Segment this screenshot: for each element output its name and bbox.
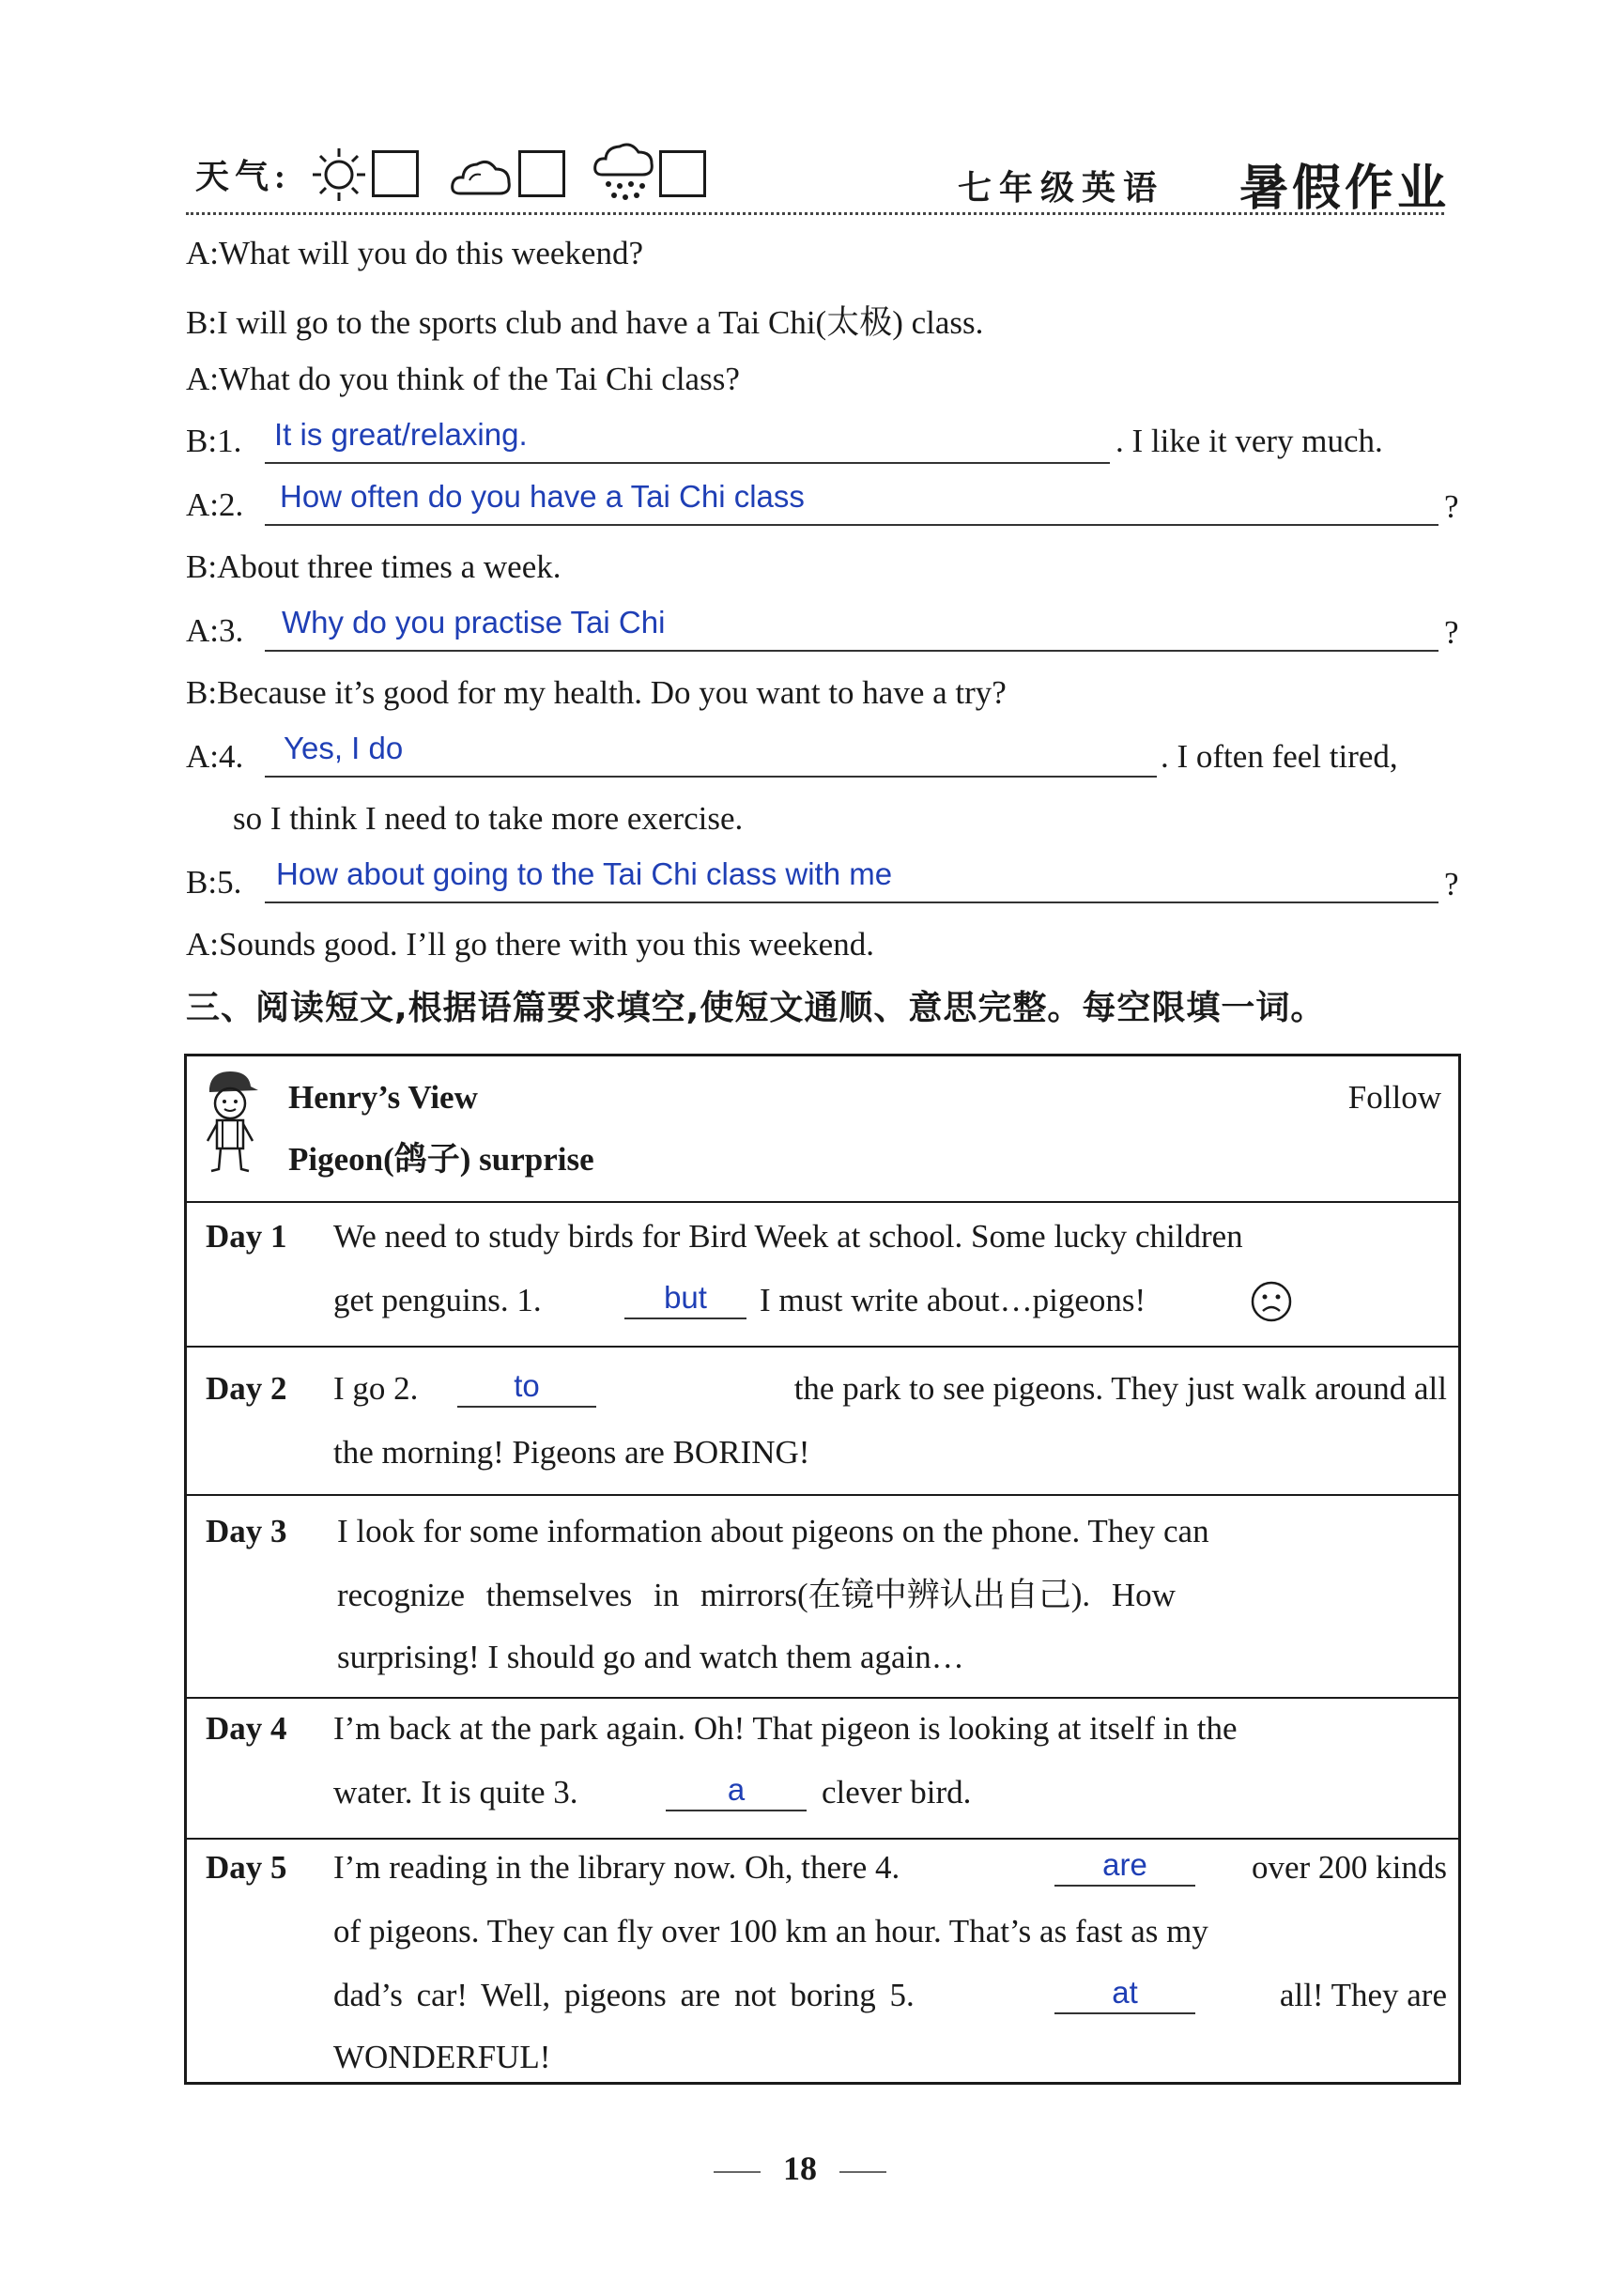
cloud-icon	[449, 152, 515, 201]
page-number-value: 18	[783, 2150, 817, 2187]
question-3-suffix: ?	[1444, 614, 1459, 651]
page-number	[0, 2149, 1600, 2188]
day-1-blank[interactable]	[624, 1318, 746, 1319]
dialogue-line-3: A:What do you think of the Tai Chi class?	[186, 361, 740, 397]
dialogue-line-1: A:What will you do this weekend?	[186, 235, 643, 271]
blog-table	[184, 1054, 1461, 2085]
section-3-heading: 三、阅读短文,根据语篇要求填空,使短文通顺、意思完整。每空限填一词。	[186, 989, 1326, 1027]
dialogue-line-6: B:About three times a week.	[186, 548, 562, 585]
boy-avatar-icon	[202, 1068, 260, 1177]
row-divider	[187, 1346, 1458, 1348]
answer-blank-3[interactable]	[265, 650, 1438, 652]
day-5-label: Day 5	[206, 1849, 287, 1886]
day-4-line-1: I’m back at the park again. Oh! That pigeon is looking at itself in the	[333, 1710, 1238, 1747]
day-5-line-1-post: over 200 kinds	[1251, 1849, 1447, 1886]
day-3-line-2: recognize themselves in mirrors(在镜中辨认出自己). How	[337, 1577, 1176, 1613]
answer-2: How often do you have a Tai Chi class	[280, 479, 805, 514]
page-number-dash-right	[839, 2171, 886, 2173]
day-5-line-2: of pigeons. They can fly over 100 km an hour. That’s as fast as my	[333, 1913, 1208, 1949]
answer-5: How about going to the Tai Chi class with me	[276, 856, 893, 891]
day-1-line-2-post: I must write about…pigeons!	[760, 1282, 1146, 1318]
day-2-line-1-pre: I go 2.	[333, 1370, 419, 1407]
day-5-blank-4[interactable]	[1054, 1885, 1195, 1887]
question-5-suffix: ?	[1444, 866, 1459, 902]
dialogue-line-5	[186, 486, 243, 524]
book-title: 暑假作业	[1239, 161, 1451, 217]
sunny-checkbox[interactable]	[372, 150, 419, 197]
day-1-line-1: We need to study birds for Bird Week at school. Some lucky children	[333, 1218, 1243, 1255]
question-2-suffix: ?	[1444, 488, 1459, 525]
dialogue-line-2: B:I will go to the sports club and have a Tai Chi(太极) class.	[186, 304, 984, 341]
dialogue-line-9	[186, 738, 243, 776]
answer-3: Why do you practise Tai Chi	[282, 605, 666, 639]
day-5-line-1-pre: I’m reading in the library now. Oh, there 4.	[333, 1849, 900, 1886]
follow-button[interactable]: Follow	[1347, 1079, 1441, 1116]
answer-blank-4[interactable]	[265, 776, 1157, 778]
cloudy-checkbox[interactable]	[518, 150, 565, 197]
day-4-line-2-post: clever bird.	[822, 1774, 972, 1811]
header-divider	[186, 212, 1444, 215]
day-4-blank[interactable]	[666, 1810, 807, 1811]
day-5-line-3-pre: dad’s car! Well, pigeons are not boring 5.	[333, 1977, 915, 2013]
dialogue-line-7	[186, 612, 243, 650]
question-4-prefix: A:4.	[186, 738, 244, 775]
day-4-line-2-pre: water. It is quite 3.	[333, 1774, 578, 1811]
question-3-prefix: A:3.	[186, 612, 244, 649]
question-2-prefix: A:2.	[186, 486, 244, 523]
grade-subject: 七年级英语	[958, 169, 1165, 207]
question-1-prefix: B:1.	[186, 423, 242, 459]
dialogue-line-10: so I think I need to take more exercise.	[233, 800, 744, 837]
sad-face-icon	[1250, 1280, 1293, 1323]
weather-label: 天气:	[195, 158, 291, 195]
answer-blank-1[interactable]	[265, 462, 1110, 464]
question-1-suffix: . I like it very much.	[1115, 423, 1383, 459]
day-5-answer-4: are	[1102, 1847, 1147, 1882]
day-1-answer: but	[664, 1280, 707, 1315]
row-divider	[187, 1494, 1458, 1496]
rainy-checkbox[interactable]	[659, 150, 706, 197]
dialogue-line-12: A:Sounds good. I’ll go there with you this weekend.	[186, 926, 874, 963]
day-2-blank[interactable]	[457, 1406, 596, 1408]
day-5-blank-5[interactable]	[1054, 2012, 1195, 2014]
day-2-line-2: the morning! Pigeons are BORING!	[333, 1434, 810, 1471]
rain-icon	[592, 143, 657, 207]
day-4-label: Day 4	[206, 1710, 287, 1747]
question-5-prefix: B:5.	[186, 864, 242, 901]
day-5-line-3-post: all! They are	[1279, 1977, 1447, 2013]
day-1-line-2-pre: get penguins. 1.	[333, 1282, 542, 1318]
day-2-label: Day 2	[206, 1370, 287, 1407]
day-3-line-1: I look for some information about pigeons on the phone. They can	[337, 1513, 1209, 1549]
day-2-answer: to	[514, 1368, 540, 1403]
day-5-line-4: WONDERFUL!	[333, 2039, 551, 2075]
blog-subtitle: Pigeon(鸽子) surprise	[288, 1141, 594, 1178]
day-5-answer-5: at	[1112, 1975, 1138, 2010]
day-1-label: Day 1	[206, 1218, 287, 1255]
dialogue-line-8: B:Because it’s good for my health. Do you want to have a try?	[186, 674, 1007, 711]
answer-4: Yes, I do	[284, 731, 404, 765]
day-3-line-3: surprising! I should go and watch them again…	[337, 1639, 964, 1675]
row-divider	[187, 1201, 1458, 1203]
page-number-dash-left	[714, 2171, 761, 2173]
dialogue-line-4	[186, 423, 241, 460]
answer-blank-2[interactable]	[265, 524, 1438, 526]
day-3-label: Day 3	[206, 1513, 287, 1549]
dialogue-line-11	[186, 864, 241, 901]
day-2-line-1-post: the park to see pigeons. They just walk around all	[793, 1370, 1447, 1407]
answer-1: It is great/relaxing.	[274, 417, 528, 452]
question-4-suffix: . I often feel tired,	[1161, 738, 1398, 775]
blog-author: Henry’s View	[288, 1079, 478, 1116]
sun-icon	[310, 146, 368, 204]
day-4-answer: a	[727, 1772, 746, 1807]
answer-blank-5[interactable]	[265, 901, 1438, 903]
